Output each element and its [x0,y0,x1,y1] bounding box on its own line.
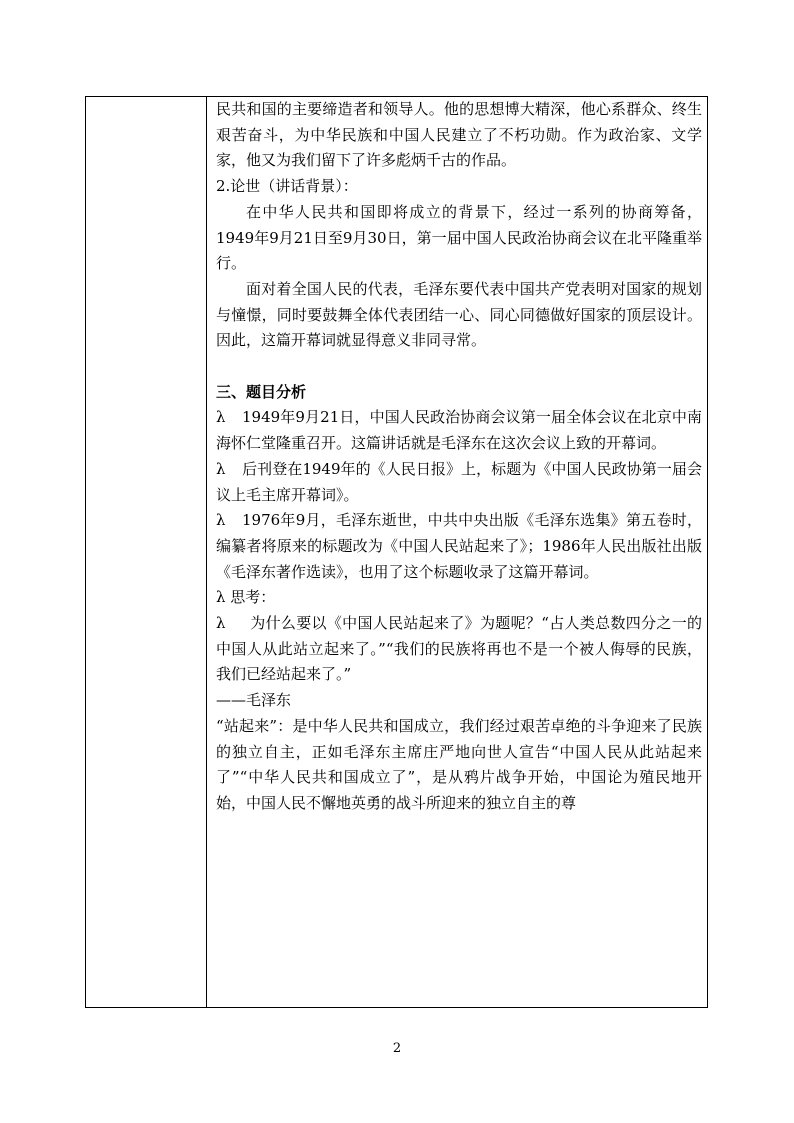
quote-signature: ——毛泽东 [216,691,292,710]
section3-heading: 三、题目分析 [216,382,307,401]
section2-para2: 面对着全国人民的代表，毛泽东要代表中国共产党表明对国家的规划与憧憬，同时要鼓舞全体代表团结一心、同心同德做好国家的顶层设计。因此，这篇开幕词就显得意义非同寻常。 [216,279,702,350]
table-content-cell [216,97,702,817]
closing-paragraph: “站起来”：是中华人民共和国成立，我们经过艰苦卓绝的斗争迎来了民族的独立自主，正如毛泽东主席庄严地向世人宣告“中国人民从此站起来了”“中华人民共和国成立了”，是从鸦片战争开始，中国论为殖民地开始，中国人民不懈地英勇的战斗所迎来的独立自主的尊 [216,716,702,812]
question-item [216,611,702,688]
bullet-symbol: λ [216,408,226,427]
bullet-symbol: λ [216,588,226,607]
bullet-text: 后刊登在1949年的《人民日报》上，标题为《中国人民政协第一届会议上毛主席开幕词》。 [216,459,702,504]
blank-line [216,354,702,380]
think-line [216,585,702,611]
section2-para1: 在中华人民共和国即将成立的背景下，经过一系列的协商筹备，1949年9月21日至9月30日，第一届中国人民政治协商会议在北平隆重举行。 [216,202,702,273]
bullet-item-3 [216,508,702,585]
bullet-text: 1976年9月，毛泽东逝世，中共中央出版《毛泽东选集》第五卷时，编纂者将原来的标题改为《中国人民站起来了》；1986年人民出版社出版《毛泽东著作选读》，也用了这个标题收录了这篇开幕词。 [216,511,702,581]
intro-paragraph: 民共和国的主要缔造者和领导人。他的思想博大精深，他心系群众、终生艰苦奋斗，为中华民族和中国人民建立了不朽功勋。作为政治家、文学家，他又为我们留下了许多彪炳千古的作品。 [216,100,702,170]
section2-title: 2.论世（讲话背景）： [216,177,358,196]
table-column-divider [206,96,207,1008]
question-text: 为什么要以《中国人民站起来了》为题呢？“占人类总数四分之一的中国人从此站立起来了。”“我们的民族将再也不是一个被人侮辱的民族，我们已经站起来了。” [216,614,702,684]
bullet-symbol: λ [216,511,226,530]
bullet-item-1 [216,405,702,456]
page-number: 2 [392,1041,402,1056]
bullet-symbol: λ [216,459,226,478]
bullet-symbol: λ [216,614,226,633]
bullet-text: 1949年9月21日，中国人民政治协商会议第一届全体会议在北京中南海怀仁堂隆重召开。这篇讲话就是毛泽东在这次会议上致的开幕词。 [216,408,702,453]
bullet-item-2 [216,457,702,508]
think-label: 思考： [230,588,276,607]
